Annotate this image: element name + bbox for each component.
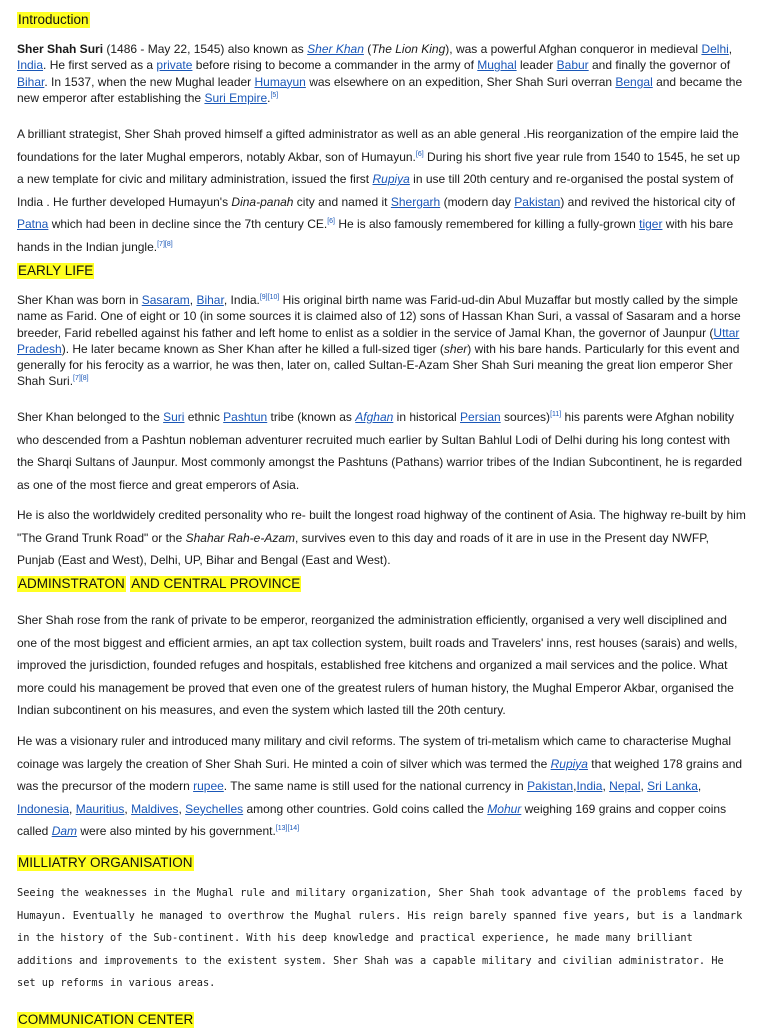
paragraph-coinage: He was a visionary ruler and introduced many military and civil reforms. The system of tri-metalism which came to characterise Mughal coinage was largely the creation of Sher Shah Suri. He minted a coin of silver which was termed the Rupiya that weighed 178 grains and was the precursor of the modern rupee. The same name is still used for the national currency in Pakistan,India, Nepal, Sri Lanka, Indonesia, Mauritius, Maldives, Seychelles among other countries. Gold coins called the Mohur weighing 169 grains and copper coins called Dam were also minted by his government.[13][14]	[17, 734, 743, 839]
section-heading-introduction	[17, 11, 90, 29]
heading-administration-part1: ADMINSTRATON	[18, 576, 125, 591]
link-nepal[interactable]: Nepal	[609, 779, 641, 794]
paragraph-strategist: A brilliant strategist, Sher Shah proved himself a gifted administrator as well as an able general .His reorganization of the empire laid the foundations for the later Mughal emperors, notably Akbar, son of Humayun.[6] During his short five year rule from 1540 to 1545, he set up a new template for civic and military administration, issued the first Rupiya in use till 20th century and re-organised the postal system of India . He further developed Humayun's Dina-panah city and named it Shergarh (modern day Pakistan) and revived the historical city of Patna which had been in decline since the 7th century CE.[6] He is also famously remembered for killing a fully-grown tiger with his bare hands in the Indian jungle.[7][8]	[17, 127, 740, 254]
paragraph-military: Seeing the weaknesses in the Mughal rule and military organization, Sher Shah took advantage of the problems faced by Humayun. Eventually he managed to overthrow the Mughal rulers. His reign barely spanned five years, but is a landmark in the history of the Sub-continent. With his deep knowledge and practical experience, he made many brilliant additions and improvements to the existent system. Sher Shah was a capable military and civilian administrator. He set up reforms in various areas.	[17, 887, 743, 989]
link-humayun[interactable]: Humayun	[254, 74, 306, 89]
link-maldives[interactable]: Maldives	[131, 801, 179, 816]
paragraph-lineage: Sher Khan belonged to the Suri ethnic Pashtun tribe (known as Afghan in historical Persian sources)[11] his parents were Afghan nobility who descended from a Pashtun nobleman adventurer recruited much earlier by Sultan Bahlul Lodi of Delhi during his long contest with the Sharqi Sultans of Jaunpur. Most commonly amongst the Pashtuns (Pathans) warrior tribes of the Indian Subcontinent, he is regarded as one of the most fierce and great emperors of Asia.	[17, 410, 743, 492]
link-suri-empire[interactable]: Suri Empire	[204, 90, 268, 105]
link-dam[interactable]: Dam	[51, 824, 78, 839]
link-persian[interactable]: Persian	[460, 410, 501, 424]
link-india[interactable]: India	[576, 779, 603, 794]
link-rupiya[interactable]: Rupiya	[372, 172, 410, 187]
link-indonesia[interactable]: Indonesia	[17, 801, 70, 816]
link-afghan[interactable]: Afghan	[355, 410, 394, 424]
link-private[interactable]: private	[156, 58, 193, 73]
paragraph-administration: Sher Shah rose from the rank of private to be emperor, reorganized the administration efficiently, organised a very well disciplined and one of the most biggest and efficient armies, an apt tax collection system, built roads and Travelers' inns, rest houses (sarais) and wells, improved the jurisdiction, founded refuges and hospitals, established free kitchens and organized a mail services and the police. What more could his management be proved that even one of the greatest rulers of human history, the Mughal Emperor Akbar, organised the Indian subcontinent on his measures, and even the system which lasted till the 20th century.	[17, 613, 738, 718]
link-suri[interactable]: Suri	[163, 410, 185, 424]
link-mohur[interactable]: Mohur	[487, 801, 522, 816]
link-bengal[interactable]: Bengal	[615, 74, 653, 89]
bold-name: Sher Shah Suri	[17, 42, 104, 56]
link-pakistan[interactable]: Pakistan	[514, 194, 561, 209]
citation-ref[interactable]: [7][8]	[157, 240, 173, 248]
citation-ref[interactable]: [11]	[550, 411, 562, 418]
citation-ref[interactable]: [6]	[415, 150, 424, 158]
link-bihar[interactable]: Bihar	[17, 74, 45, 89]
link-bihar[interactable]: Bihar	[196, 293, 224, 307]
link-sri-lanka[interactable]: Sri Lanka	[647, 779, 698, 794]
citation-ref[interactable]: [5]	[270, 91, 279, 99]
paragraph-early-life: Sher Khan was born in Sasaram, Bihar, India.[9][10] His original birth name was Farid-ud-din Abul Muzaffar but mostly called by the simple name as Farid. One of eight or 10 (in some sources it is claimed also of 12) sons of Hassan Khan Suri, a vassal of Sasaram and a horse breeder, Farid rebelled against his father and left home to enlist as a soldier in the service of Jamal Khan, the governor of Jaunpur (Uttar Pradesh). He later became known as Sher Khan after he killed a full-sized tiger (sher) with his bare hands. Particularly for this event and generally for his ferocity as a warrior, he was then, later on, called Sultan-E-Azam Sher Shah Suri meaning the great lion emperor Sher Shah Suri.[7][8]	[17, 293, 741, 389]
section-heading-military	[17, 854, 194, 872]
link-babur[interactable]: Babur	[556, 58, 589, 73]
paragraph-intro: Sher Shah Suri (1486 - May 22, 1545) also known as Sher Khan (The Lion King), was a powerful Afghan conqueror in medieval Delhi, India. He first served as a private before rising to become a commander in the army of Mughal leader Babur and finally the governor of Bihar. In 1537, when the new Mughal leader Humayun was elsewhere on an expedition, Sher Shah Suri overran Bengal and became the new emperor after establishing the Suri Empire.[5]	[17, 42, 743, 105]
citation-ref[interactable]: [7][8]	[73, 375, 89, 383]
paragraph-grand-trunk-road: He is also the worldwidely credited personality who re- built the longest road highway of the continent of Asia. The highway re-built by him "The Grand Trunk Road" or the Shahar Rah-e-Azam, survives even to this day and roads of it are in use in the Present day NWFP, Punjab (East and West), Delhi, UP, Bihar and Bengal (East and West).	[17, 508, 746, 568]
section-heading-early-life	[17, 262, 94, 280]
link-delhi[interactable]: Delhi	[701, 42, 729, 56]
link-rupee[interactable]: rupee	[193, 779, 224, 794]
link-sasaram[interactable]: Sasaram	[141, 293, 190, 307]
link-uttar-pradesh[interactable]: Uttar Pradesh	[17, 325, 740, 356]
heading-introduction: Introduction	[18, 12, 89, 27]
link-mughal[interactable]: Mughal	[477, 58, 517, 73]
link-patna[interactable]: Patna	[17, 217, 49, 232]
link-tiger[interactable]: tiger	[639, 217, 663, 232]
heading-early-life: EARLY LIFE	[18, 263, 94, 278]
link-india[interactable]: India	[17, 58, 44, 73]
link-rupiya[interactable]: Rupiya	[550, 756, 588, 771]
heading-administration-part2: AND CENTRAL PROVINCE	[131, 576, 301, 591]
link-sher-khan[interactable]: Sher Khan	[307, 42, 364, 56]
heading-military-organisation: MILLIATRY ORGANISATION	[18, 855, 193, 870]
link-shergarh[interactable]: Shergarh	[390, 194, 441, 209]
link-pakistan[interactable]: Pakistan	[527, 779, 574, 794]
link-pashtun[interactable]: Pashtun	[223, 410, 268, 424]
section-heading-administration	[17, 575, 301, 593]
citation-ref[interactable]: [13][14]	[275, 825, 300, 833]
citation-ref[interactable]: [6]	[327, 218, 335, 226]
link-seychelles[interactable]: Seychelles	[185, 801, 244, 816]
citation-ref[interactable]: [9][10]	[259, 294, 280, 301]
section-heading-communication	[17, 1011, 194, 1029]
link-mauritius[interactable]: Mauritius	[75, 801, 125, 816]
heading-communication-center: COMMUNICATION CENTER	[18, 1012, 194, 1027]
